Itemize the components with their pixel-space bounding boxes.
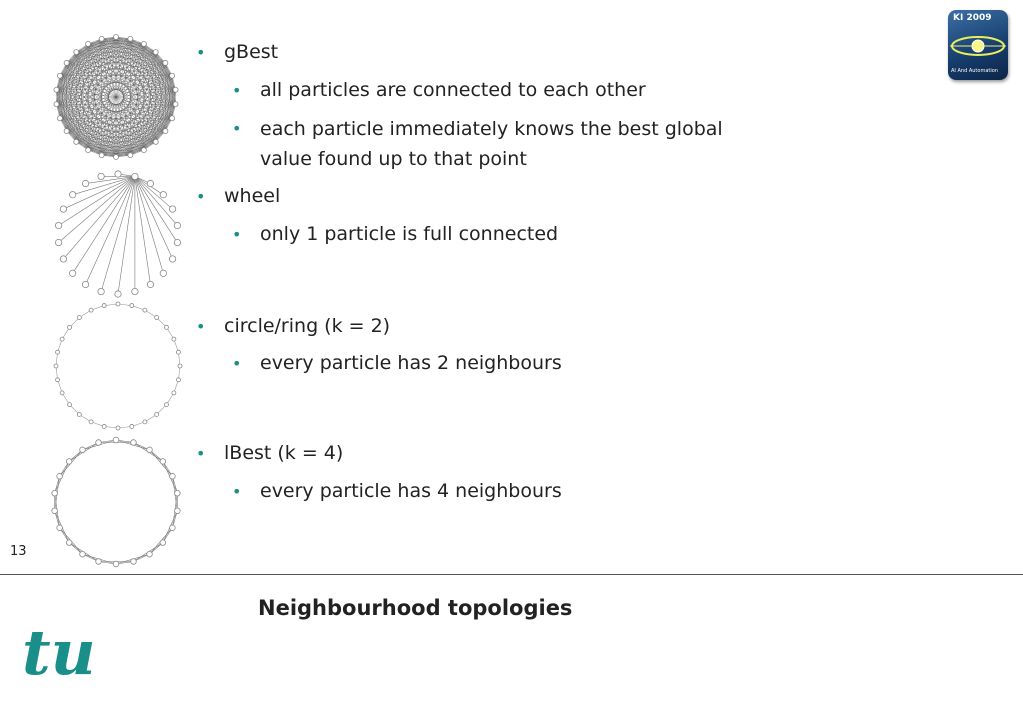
particle-node bbox=[160, 270, 166, 276]
particle-node bbox=[173, 102, 178, 107]
particle-node bbox=[160, 459, 166, 465]
particle-node bbox=[52, 490, 58, 496]
particle-node bbox=[153, 139, 158, 144]
particle-node bbox=[55, 239, 61, 245]
badge-title: KI 2009 bbox=[953, 13, 992, 23]
particle-node bbox=[163, 60, 168, 65]
particle-node bbox=[175, 508, 181, 514]
particle-node bbox=[66, 540, 72, 546]
edge bbox=[63, 176, 134, 258]
particle-node bbox=[55, 222, 61, 228]
bullet-ring: • circle/ring (k = 2) bbox=[196, 315, 391, 337]
particle-node bbox=[74, 50, 79, 55]
particle-node bbox=[153, 50, 158, 55]
bullet-gbest: • gBest bbox=[196, 41, 279, 63]
particle-node bbox=[60, 337, 64, 341]
sub-bullet: • every particle has 4 neighbours bbox=[232, 480, 562, 502]
particle-node bbox=[164, 325, 168, 329]
particle-node bbox=[56, 378, 60, 382]
particle-node bbox=[52, 508, 58, 514]
ring-graph bbox=[50, 300, 186, 432]
particle-node bbox=[64, 60, 69, 65]
edge bbox=[59, 176, 135, 242]
particle-node bbox=[128, 153, 133, 158]
particle-node bbox=[102, 424, 106, 428]
particle-node bbox=[54, 364, 58, 368]
sub-bullet-text: every particle has 4 neighbours bbox=[260, 480, 562, 502]
particle-node bbox=[160, 540, 166, 546]
logo-text: tu bbox=[22, 622, 96, 688]
particle-node bbox=[116, 426, 120, 430]
particle-node bbox=[80, 551, 86, 557]
particle-node bbox=[113, 561, 119, 567]
particle-node bbox=[82, 281, 88, 287]
particle-node bbox=[64, 129, 69, 134]
particle-node bbox=[77, 316, 81, 320]
particle-node bbox=[170, 473, 176, 479]
bullet-label: wheel bbox=[224, 185, 281, 207]
particle-node bbox=[115, 171, 121, 177]
bullet-lbest: • lBest (k = 4) bbox=[196, 442, 344, 464]
particle-node bbox=[96, 559, 102, 565]
particle-node bbox=[68, 325, 72, 329]
sub-bullet-text: only 1 particle is full connected bbox=[260, 223, 559, 245]
particle-node bbox=[82, 180, 88, 186]
particle-node bbox=[99, 153, 104, 158]
edge bbox=[135, 176, 173, 209]
eye-icon bbox=[948, 24, 1008, 64]
particle-node bbox=[114, 155, 119, 160]
particle-node bbox=[57, 116, 62, 121]
slide-number: 13 bbox=[10, 544, 27, 559]
particle-node bbox=[160, 192, 166, 198]
edge bbox=[118, 176, 135, 294]
particle-node bbox=[113, 437, 119, 443]
particle-node bbox=[169, 206, 175, 212]
particle-node bbox=[170, 525, 176, 531]
particle-node bbox=[66, 459, 72, 465]
particle-node bbox=[141, 41, 146, 46]
particle-node bbox=[86, 148, 91, 153]
particle-node bbox=[155, 412, 159, 416]
particle-node bbox=[102, 304, 106, 308]
footer-divider bbox=[0, 574, 1023, 575]
sub-bullet: • only 1 particle is full connected bbox=[232, 223, 559, 245]
particle-node bbox=[89, 420, 93, 424]
particle-node bbox=[141, 148, 146, 153]
particle-node bbox=[56, 350, 60, 354]
particle-node bbox=[175, 490, 181, 496]
bullet-label: circle/ring (k = 2) bbox=[224, 315, 391, 337]
lbest-graph bbox=[48, 434, 184, 570]
edge bbox=[135, 176, 177, 225]
particle-node bbox=[164, 403, 168, 407]
particle-node bbox=[176, 378, 180, 382]
particle-node bbox=[174, 239, 180, 245]
particle-node bbox=[143, 308, 147, 312]
particle-node bbox=[57, 525, 63, 531]
particle-node bbox=[174, 222, 180, 228]
particle-node bbox=[147, 551, 153, 557]
particle-node bbox=[172, 391, 176, 395]
particle-node bbox=[169, 256, 175, 262]
particle-node bbox=[116, 302, 120, 306]
particle-node bbox=[98, 173, 104, 179]
sub-bullet: • all particles are connected to each other bbox=[232, 79, 646, 101]
particle-node bbox=[60, 391, 64, 395]
particle-node bbox=[74, 139, 79, 144]
particle-node bbox=[86, 41, 91, 46]
particle-node bbox=[68, 403, 72, 407]
particle-node bbox=[60, 206, 66, 212]
sub-bullet: • each particle immediately knows the best global value found up to that point bbox=[232, 114, 772, 174]
particle-node bbox=[60, 256, 66, 262]
particle-node bbox=[99, 36, 104, 41]
particle-node bbox=[147, 447, 153, 453]
particle-node bbox=[96, 440, 102, 446]
particle-node bbox=[89, 308, 93, 312]
particle-node bbox=[131, 440, 137, 446]
sub-bullet-text: all particles are connected to each other bbox=[260, 79, 646, 101]
edge bbox=[135, 176, 163, 273]
particle-node bbox=[69, 270, 75, 276]
edge bbox=[101, 176, 135, 291]
edge bbox=[135, 176, 151, 284]
particle-node bbox=[147, 180, 153, 186]
particle-node bbox=[80, 447, 86, 453]
particle-node bbox=[130, 424, 134, 428]
bullet-label: gBest bbox=[224, 41, 279, 63]
bullet-wheel: • wheel bbox=[196, 185, 281, 207]
particle-node bbox=[147, 281, 153, 287]
particle-node bbox=[173, 87, 178, 92]
particle-node bbox=[163, 129, 168, 134]
particle-node bbox=[176, 350, 180, 354]
particle-node bbox=[128, 36, 133, 41]
edge bbox=[73, 176, 135, 194]
particle-node bbox=[143, 420, 147, 424]
ki2009-badge bbox=[948, 10, 1008, 80]
particle-node bbox=[155, 316, 159, 320]
sub-bullet-text: every particle has 2 neighbours bbox=[260, 352, 562, 374]
particle-node bbox=[57, 73, 62, 78]
particle-node bbox=[57, 473, 63, 479]
particle-node bbox=[77, 412, 81, 416]
sub-bullet-text: each particle immediately knows the best global value found up to that point bbox=[260, 118, 723, 170]
particle-node bbox=[115, 291, 121, 297]
particle-node bbox=[114, 35, 119, 40]
particle-node bbox=[132, 288, 138, 294]
tu-logo bbox=[20, 622, 120, 688]
particle-node bbox=[130, 304, 134, 308]
slide-title: Neighbourhood topologies bbox=[258, 596, 573, 620]
particle-node bbox=[98, 288, 104, 294]
particle-node bbox=[54, 102, 59, 107]
wheel-graph bbox=[48, 168, 188, 300]
bullet-label: lBest (k = 4) bbox=[224, 442, 344, 464]
particle-node bbox=[69, 192, 75, 198]
particle-node bbox=[170, 73, 175, 78]
particle-node bbox=[170, 116, 175, 121]
particle-node bbox=[172, 337, 176, 341]
particle-node bbox=[54, 87, 59, 92]
particle-node bbox=[178, 364, 182, 368]
gbest-graph bbox=[50, 33, 182, 161]
particle-node bbox=[132, 173, 138, 179]
badge-subtitle: AI And Automation bbox=[951, 68, 998, 74]
sub-bullet: • every particle has 2 neighbours bbox=[232, 352, 562, 374]
particle-node bbox=[131, 559, 137, 565]
